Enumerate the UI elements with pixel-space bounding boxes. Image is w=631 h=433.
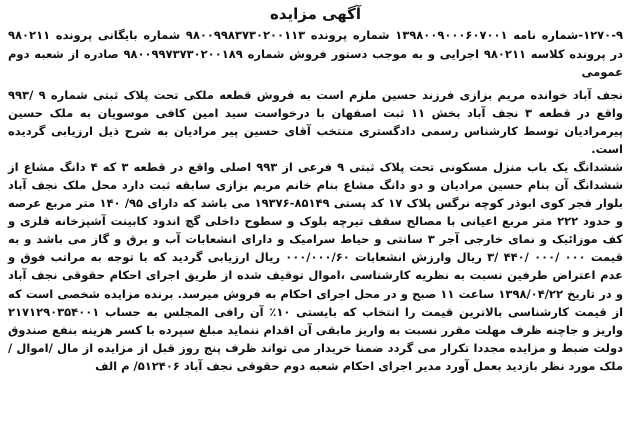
notice-header: ۱۲۷۰-۹-شماره نامه ۱۳۹۸۰۰۹۰۰۰۶۰۷۰۰۱ شماره پرونده ۹۸۰۰۹۹۸۳۷۳۰۲۰۰۱۱۳ شماره بایگانی پرونده ۹۸۰۲۱۱ در پرونده کلاسه ۹۸۰۲۱۱ اجرایی و به موجب دستور فروش شماره ۹۸۰۰۹۹۷۳۷۳۰۲۰۰۱۸۹ صادره از شعبه دوم عمومی: [8, 28, 623, 79]
notice-paragraph: نجف آباد خوانده مریم بزازی فرزند حسین ملزم است به فروش قطعه ملکی تحت پلاک ثبتی شماره ۹ /۹۹۳ واقع در قطعه ۳ نجف آباد بخش ۱۱ ثبت اصفهان با درخواست سید امین کافی موسویان به ملک حسین پیرمرادیان توسط کارشناس رسمی دادگستری منتخب آقای حسین پیر مرادیان به شرح ذیل ارزیابی گردیده است.: [8, 87, 623, 156]
notice-paragraph: ششدانگ یک باب منزل مسکونی تحت پلاک ثبتی ۹ فرعی از ۹۹۳ اصلی واقع در قطعه ۳ که ۴ دانگ مشاع از ششدانگ آن بنام حسین مرادیان و دو دانگ مشاع بنام خانم مریم بزازی سابقه ثبت دارد محل ملک نجف آباد بلوار فجر کوی ابوذر کوچه نرگس پلاک ۱۷ کد پستی ۸۵۱۴۹-۱۹۳۷۶ می باشد که دارای ۹۵/ ۱۴۰ متر مربع عرصه و حدود ۲۲۲ متر مربع اعیانی با مصالح سقف تیرچه بلوک و سطوح داخلی گچ اندود کابینت آشپزخانه فلزی و کف موزائیک و نمای خارجی آجر ۳ سانتی و حیاط سرامیک و دارای انشعابات آب و برق و گاز می باشد و به قیمت ۰۰۰ /۰۰۰ /۴۴۰ /۳ ریال وارزش انشعابات ۰۰۰/۰۰۰/۶۰ ریال ارزیابی گردید که با توجه به مراتب فوق و عدم اعتراض طرفین نسبت به نظریه کارشناسی ،اموال توقیف شده از طریق اجرای احکام حقوقی نجف آباد و در تاریخ ۱۳۹۸/۰۴/۲۲ ساعت ۱۱ صبح و در محل اجرای احکام به فروش میرسد. برنده مزایده شخصی است که از قیمت کارشناسی بالاترین قیمت را انتخاب که بایستی ۱۰٪ آن رافی المجلس به حساب ۲۱۷۱۲۹۰۳۵۴۰۰۱ واریز و جاچنه ظرف مهلت مقرر نسبت به واریز مابقی آن اقدام ننماید مبلغ سپرده با کسر هزینه بنفع صندوق دولت ضبط و مزایده مجددا تکرار می گردد ضمنا خریدار می تواند ظرف پنج روز قبل از مزایده از مال /اموال / ملک مورد نظر بازدید بعمل آورد مدیر اجرای احکام شعبه دوم حقوقی نجف آباد ۵۱۲۴۰۶/ م الف: [8, 159, 624, 373]
notice-title: آگهی مزایده: [269, 5, 362, 23]
notice-body: [8, 86, 623, 376]
